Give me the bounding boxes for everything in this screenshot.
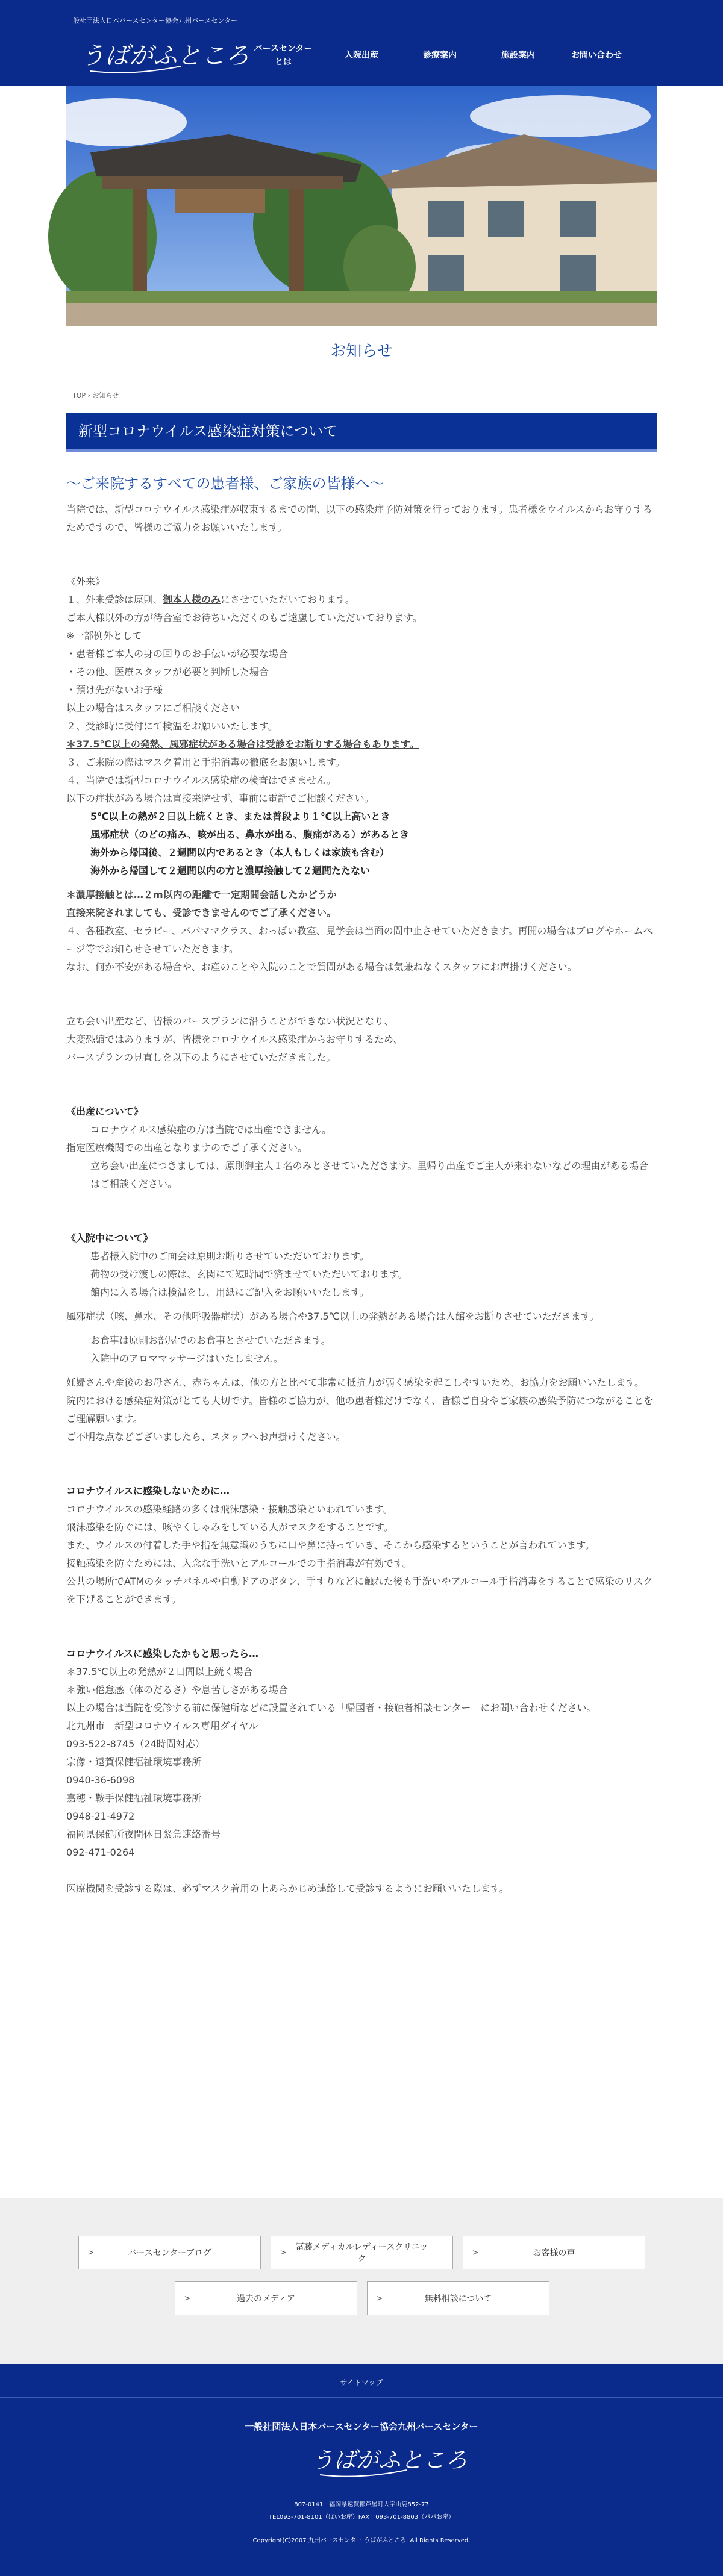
article-lead: 〜ご来院するすべての患者様、ご家族の皆様へ〜 — [66, 475, 384, 492]
chevron-right-icon: > — [184, 2294, 191, 2303]
outpatient-item: ４、当院では新型コロナウイルス感染症の検査はできません。 — [66, 775, 337, 786]
stay-item: 患者様入院中のご面会は原則お断りさせていただいております。 — [90, 1250, 369, 1262]
symptom-item: 風邪症状（のどの痛み、咳が出る、鼻水が出る、腹痛がある）があるとき — [90, 829, 409, 840]
logo-text: うばがふところ — [81, 42, 249, 70]
symptom-item: 海外から帰国後、２週間以内であるとき（本人もしくは家族も含む） — [90, 847, 390, 858]
birthplan-text: 大変恐縮ではありますが、皆様をコロナウイルス感染症からお守りするため、 — [66, 1034, 403, 1045]
outpatient-item: ※一部例外として — [66, 630, 142, 641]
contact-line: 福岡県保健所夜間休日緊急連絡番号 — [66, 1829, 221, 1840]
symptom-list — [66, 808, 657, 880]
header-tagline: 一般社団法人日本バースセンター協会九州バースセンター — [66, 17, 238, 25]
nav-contact[interactable]: お問い合わせ — [571, 51, 622, 60]
link-consult-button[interactable]: > 無料相談について — [367, 2281, 549, 2315]
no-walkin-note: 直接来院されましても、受診できませんのでご了承ください。 — [66, 907, 337, 918]
stay-item: 入院中のアロママッサージはいたしません。 — [90, 1353, 284, 1364]
breadcrumb[interactable]: TOP › お知らせ — [72, 391, 119, 399]
chevron-right-icon: > — [376, 2294, 383, 2303]
prevent-item: コロナウイルスの感染経路の多くは飛沫感染・接触感染といわれています。 — [66, 1503, 393, 1515]
outpatient-item: なお、何か不安がある場合や、お産のことや入院のことで質問がある場合は気兼ねなくスタッフにお声掛けください。 — [66, 961, 577, 973]
birth-heading: 《出産について》 — [66, 1106, 143, 1117]
footer-address: 807-0141 福岡県遠賀郡芦屋町大字山鹿852-77 — [294, 2501, 429, 2508]
outpatient-item: 以上の場合はスタッフにご相談ください — [66, 702, 240, 714]
link-voices-button[interactable]: > お客様の声 — [463, 2236, 645, 2269]
outpatient-item: 以下の症状がある場合は直接来院せず、事前に電話でご相談ください。 — [66, 793, 374, 804]
outpatient-heading: 《外来》 — [66, 576, 105, 587]
stay-item: お食事は原則お部屋でのお食事とさせていただきます。 — [90, 1335, 331, 1346]
nav-clinic-info[interactable]: 診療案内 — [423, 51, 457, 60]
article-title-bar — [66, 413, 657, 452]
suspect-item: 以上の場合は当院を受診する前に保健所などに設置されている「帰国者・接触者相談センター」にお問い合わせください。 — [66, 1702, 596, 1714]
contact-line: 0948-21-4972 — [66, 1810, 135, 1822]
birthplan-text: 立ち会い出産など、皆様のバースプランに沿うことができない状況となり、 — [66, 1015, 394, 1027]
footer-links — [0, 2198, 723, 2364]
prevent-item: 公共の場所でATMのタッチパネルや自動ドアのボタン、手すりなどに触れた後も手洗いやアルコール手指消毒をすることで感染のリスクを下げることができます。 — [66, 1576, 653, 1605]
sitemap-link[interactable]: サイトマップ — [340, 2378, 383, 2387]
footer-org-name: 一般社団法人日本バースセンター協会九州バースセンター — [245, 2421, 478, 2432]
nav-birth-center[interactable]: バースセンター とは — [254, 44, 313, 67]
contact-line: 092-471-0264 — [66, 1847, 135, 1858]
link-media-button[interactable]: > 過去のメディア — [175, 2281, 357, 2315]
article-title: 新型コロナウイルス感染症対策について — [78, 423, 338, 440]
chevron-right-icon: > — [472, 2248, 479, 2257]
intro-text: 当院では、新型コロナウイルス感染症が収束するまでの間、以下の感染症予防対策を行っております。患者様をウイルスからお守りするためですので、皆様のご協力をお願いいたします。 — [66, 504, 653, 533]
outpatient-item: ４、各種教室、セラピー、パパママクラス、おっぱい教室、見学会は当面の間中止させていただきます。再開の場合はブログやホームページ等でお知らせさせていただきます。 — [66, 925, 653, 955]
close-contact-note: ＊濃厚接触とは…２m以内の距離で一定期間会話したかどうか — [66, 889, 337, 900]
outpatient-item: ３、ご来院の際はマスク着用と手指消毒の徹底をお願いします。 — [66, 756, 345, 768]
footer-copyright: Copyright(C)2007 九州バースセンター うばがふところ. All Rights Reserved. — [252, 2537, 471, 2544]
outpatient-item: ご本人様以外の方が待合室でお待ちいただくのもご遠慮していただいております。 — [66, 612, 422, 623]
site-logo[interactable] — [78, 29, 249, 78]
outpatient-item: ・患者様ご本人の身の回りのお手伝いが必要な場合 — [66, 648, 289, 660]
symptom-item: 海外から帰国して２週間以内の方と濃厚接触して２週間たたない — [90, 865, 371, 876]
footer-logo[interactable] — [309, 2435, 468, 2482]
article-body — [66, 473, 657, 1898]
outpatient-item: ２、受診時に受付にて検温をお願いいたします。 — [66, 720, 278, 732]
chevron-right-icon: > — [280, 2248, 287, 2257]
outpatient-item: ・その他、医療スタッフが必要と判断した場合 — [66, 666, 269, 678]
footer-divider — [0, 2397, 723, 2398]
stay-item: 妊婦さんや産後のお母さん、赤ちゃんは、他の方と比べて非常に抵抗力が弱く感染を起こしやすいため、お協力をお願いいたします。 — [66, 1377, 645, 1388]
closing-text: 医療機関を受診する際は、必ずマスク着用の上あらかじめ連絡して受診するようにお願いいたします。 — [66, 1883, 509, 1894]
prevent-item: 接触感染を防ぐためには、入念な手洗いとアルコールでの手指消毒が有効です。 — [66, 1558, 412, 1569]
footer-logo-text: うばがふところ — [311, 2447, 468, 2473]
birth-item: 指定医療機関での出産となりますのでご了承ください。 — [66, 1142, 308, 1153]
link-clinic-button[interactable]: > 冨藤メディカルレディースクリニック — [271, 2236, 453, 2269]
suspect-heading: コロナウイルスに感染したかもと思ったら… — [66, 1648, 259, 1659]
nav-delivery[interactable]: 入院出産 — [345, 51, 378, 60]
contact-line: 0940-36-6098 — [66, 1774, 135, 1786]
prevent-item: 飛沫感染を防ぐには、咳やくしゃみをしている人がマスクをすることです。 — [66, 1521, 393, 1533]
outpatient-item: １、外来受診は原則、御本人様のみにさせていただいております。 — [66, 594, 355, 605]
stay-item: ご不明な点などございましたら、スタッフへお声掛けください。 — [66, 1431, 346, 1442]
link-blog-button[interactable]: > バースセンターブログ — [78, 2236, 261, 2269]
site-header — [0, 0, 723, 86]
stay-item: 館内に入る場合は検温をし、用紙にご記入をお願いいたします。 — [90, 1286, 369, 1298]
prevent-item: また、ウイルスの付着した手や指を無意識のうちに口や鼻に持っていき、そこから感染するということが言われています。 — [66, 1539, 595, 1551]
stay-heading: 《入院中について》 — [66, 1232, 153, 1244]
stay-item: 風邪症状（咳、鼻水、その他呼吸器症状）がある場合や37.5℃以上の発熱がある場合は入館をお断りさせていただきます。 — [66, 1311, 599, 1322]
chevron-right-icon: > — [87, 2248, 95, 2257]
suspect-item: ＊強い倦怠感（体のだるさ）や息苦しさがある場合 — [66, 1684, 289, 1695]
stay-item: 荷物の受け渡しの際は、玄関にて短時間で済ませていただいております。 — [90, 1268, 408, 1280]
contact-line: 北九州市 新型コロナウイルス専用ダイヤル — [66, 1720, 258, 1732]
stay-item: 院内における感染症対策がとても大切です。皆様のご協力が、他の患者様だけでなく、皆様ご自身やご家族の感染予防につながることをご理解願います。 — [66, 1395, 654, 1424]
main-nav — [244, 42, 636, 69]
nav-facility[interactable]: 施設案内 — [501, 51, 535, 60]
outpatient-item: ・預け先がないお子様 — [66, 684, 163, 696]
birth-item: 立ち会い出産につきましては、原則御主人１名のみとさせていただきます。里帰り出産でご主人が来れないなどの理由がある場合はご相談ください。 — [90, 1160, 649, 1190]
contact-line: 嘉穂・鞍手保健福祉環境事務所 — [66, 1792, 202, 1804]
suspect-item: ＊37.5℃以上の発熱が２日間以上続く場合 — [66, 1666, 253, 1677]
hero-image — [66, 86, 657, 326]
page-heading — [0, 326, 723, 376]
birthplan-text: バースプランの見直しを以下のようにさせていただきました。 — [66, 1052, 336, 1063]
contact-line: 宗像・遠賀保健福祉環境事務所 — [66, 1756, 202, 1768]
fever-warning: ＊37.5℃以上の発熱、風邪症状がある場合は受診をお断りする場合もあります。 — [66, 738, 419, 750]
site-footer — [0, 2364, 723, 2576]
page-title: お知らせ — [330, 342, 393, 360]
symptom-item: 5℃以上の熱が２日以上続くとき、または普段より１℃以上高いとき — [90, 811, 390, 822]
birth-item: コロナウイルス感染症の方は当院では出産できません。 — [90, 1124, 332, 1135]
prevent-heading: コロナウイルスに感染しないために… — [66, 1485, 230, 1497]
contact-line: 093-522-8745（24時間対応） — [66, 1738, 205, 1750]
footer-tel: TEL093-701-8101（ほいお産）FAX：093-701-8803（パパお産） — [268, 2514, 455, 2521]
